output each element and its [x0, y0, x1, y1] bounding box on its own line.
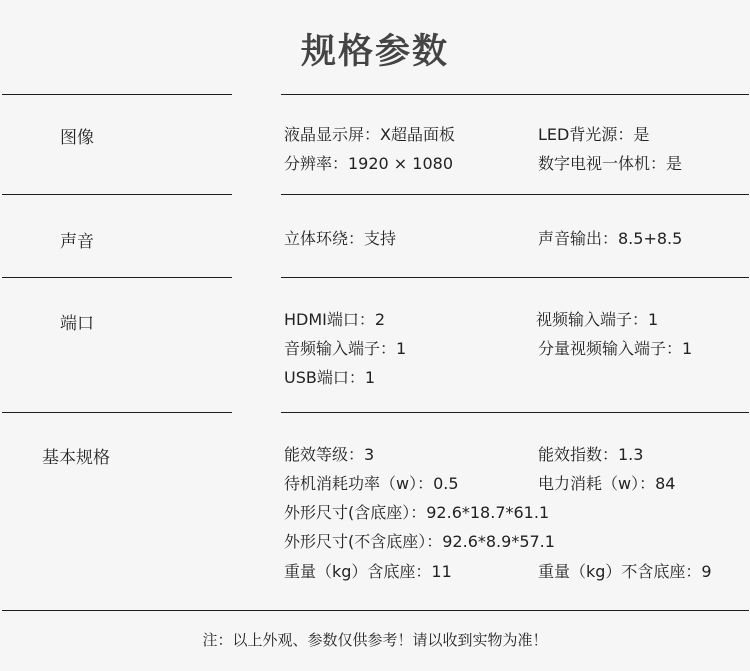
divider: [2, 277, 232, 278]
spec-item: USB端口：1: [284, 368, 376, 387]
divider: [281, 94, 749, 95]
spec-item: 数字电视一体机：是: [538, 154, 683, 173]
spec-item: 外形尺寸(不含底座）：92.6*8.9*57.1: [284, 532, 555, 551]
section-label-image: 图像: [60, 128, 94, 148]
spec-item: 分量视频输入端子：1: [538, 339, 693, 358]
spec-item: LED背光源：是: [538, 125, 650, 144]
spec-item: 能效等级：3: [284, 445, 375, 464]
divider: [2, 412, 232, 413]
spec-item: 重量（kg）含底座：11: [284, 562, 452, 581]
spec-item: 视频输入端子：1: [536, 310, 659, 329]
section-label-basic: 基本规格: [42, 448, 110, 468]
spec-item: 音频输入端子：1: [284, 339, 407, 358]
spec-item: HDMI端口：2: [284, 310, 386, 329]
divider: [2, 194, 232, 195]
section-label-ports: 端口: [60, 314, 94, 334]
spec-item: 能效指数：1.3: [538, 445, 644, 464]
divider: [2, 94, 232, 95]
spec-item: 待机消耗功率（w）：0.5: [284, 474, 459, 493]
spec-item: 外形尺寸(含底座）：92.6*18.7*61.1: [284, 503, 550, 522]
spec-item: 声音输出：8.5+8.5: [538, 229, 683, 248]
spec-item: 分辨率：1920 × 1080: [284, 154, 454, 173]
divider: [281, 277, 749, 278]
section-label-sound: 声音: [60, 232, 94, 252]
spec-item: 重量（kg）不含底座：9: [538, 562, 712, 581]
divider: [281, 412, 749, 413]
divider: [2, 610, 749, 611]
divider: [281, 194, 749, 195]
page-title: 规格参数: [300, 32, 449, 72]
spec-item: 电力消耗（w）：84: [538, 474, 676, 493]
footer-note: 注：以上外观、参数仅供参考！请以收到实物为准！: [202, 631, 548, 649]
spec-item: 立体环绕：支持: [284, 229, 397, 248]
spec-item: 液晶显示屏：X超晶面板: [284, 125, 455, 144]
